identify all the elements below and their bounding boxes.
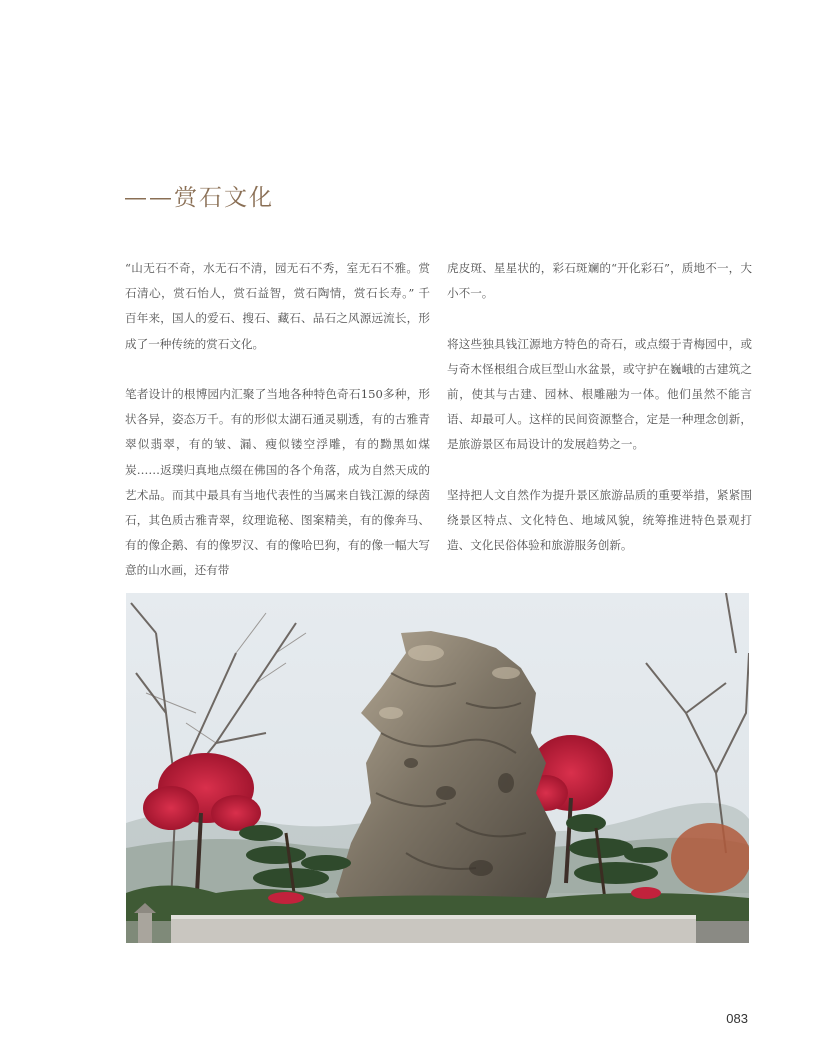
text-column-right — [447, 256, 752, 584]
page-number: 083 — [726, 1011, 748, 1026]
paragraph: 坚持把人文自然作为提升景区旅游品质的重要举措，紧紧围绕景区特点、文化特色、地域风貌，统筹推进特色景观打造、文化民俗体验和旅游服务创新。 — [447, 487, 752, 553]
section-heading: ——赏石文化 — [124, 185, 274, 211]
paragraph: 将这些独具钱江源地方特色的奇石，或点缀于青梅园中，或与奇木怪根组合成巨型山水盆景，或守护在巍峨的古建筑之前，使其与古建、园林、根雕融为一体。他们虽然不能言语、却最可人。这样的民间资源整合，定是一种理念创新，是旅游景区布局设计的发展趋势之一。 — [447, 336, 752, 452]
text-column-left — [125, 256, 430, 609]
paragraph: “山无石不奇，水无石不清，园无石不秀，室无石不雅。赏石清心，赏石怡人，赏石益智，赏石陶情，赏石长寿。” 千百年来，国人的爱石、搜石、藏石、品石之风源远流长，形成了一种传统的赏石文化。 — [125, 261, 430, 351]
paragraph: 笔者设计的根博园内汇聚了当地各种特色奇石150多种，形状各异，姿态万千。有的形似太湖石通灵剔透，有的古雅青翠似翡翠，有的皱、漏、瘦似镂空浮雕，有的黝黑如煤炭……返璞归真地点缀在佛国的各个角落，成为自然天成的艺术品。而其中最具有当地代表性的当属来自钱江源的绿茵石，其色质古雅青翠，纹理诡秘、图案精美，有的像奔马、有的像企鹅、有的像罗汉、有的像哈巴狗，有的像一幅大写意的山水画，还有带 — [125, 387, 430, 578]
paragraph: 虎皮斑、星星状的，彩石斑斓的“开化彩石”，质地不一，大小不一。 — [447, 261, 752, 301]
rock-garden-photo — [126, 593, 749, 943]
